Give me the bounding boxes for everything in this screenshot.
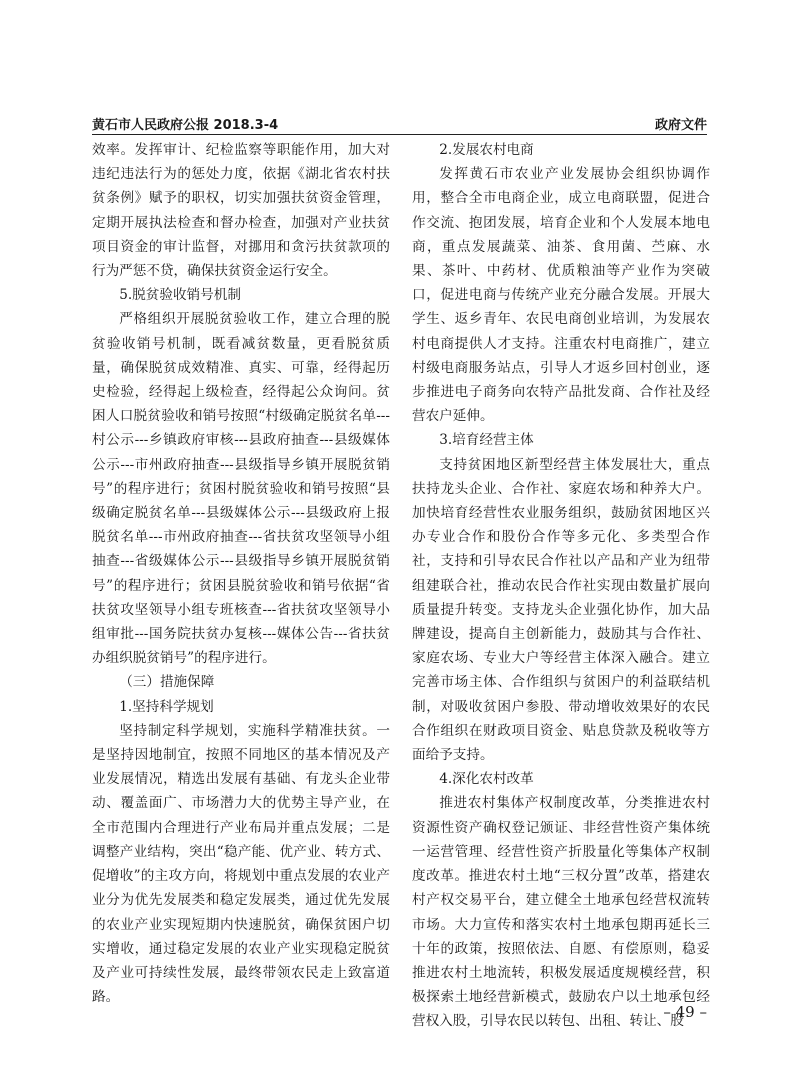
paragraph: 发挥黄石市农业产业发展协会组织协调作用，整合全市电商企业，成立电商联盟，促进合作交流、抱团发展，培育企业和个人发展本地电商，重点发展蔬菜、油茶、食用菌、苎麻、水果、茶叶、中药材、优质粮油等产业作为突破口，促进电商与传统产业充分融合发展。开展大学生、返乡青年、农民电商创业培训，为发展农村电商提供人才支持。注重农村电商推广，建立村级电商服务站点，引导人才返乡回村创业，逐步推进电子商务向农特产品批发商、合作社及经营农户延伸。 bbox=[412, 166, 710, 425]
paragraph: 效率。发挥审计、纪检监察等职能作用，加大对违纪违法行为的惩处力度，依据《湖北省农村扶贫条例》赋予的职权，切实加强扶贫资金管理，定期开展执法检查和督办检查，加强对产业扶贫项目资金的审计监督，对挪用和贪污扶贫款项的行为严惩不贷，确保扶贫资金运行安全。 bbox=[92, 142, 390, 280]
section-title: 政府文件 bbox=[654, 118, 707, 133]
section-heading: （三）措施保障 bbox=[119, 674, 215, 691]
section-heading: 5.脱贫验收销号机制 bbox=[119, 287, 241, 304]
paragraph: 推进农村集体产权制度改革，分类推进农村资源性资产确权登记颁证、非经营性资产集体统一运营管理、经营性资产折股量化等集体产权制度改革。推进农村土地“三权分置”改革，搭建农村产权交易平台，建立健全土地承包经营权流转市场。大力宣传和落实农村土地承包期再延长三十年的政策，按照依法、自愿、有偿原则，稳妥推进农村土地流转，积极发展适度规模经营，积极探索土地经营新模式，鼓励农户以土地承包经营权入股，引导农民以转包、出租、转让、股 bbox=[412, 795, 710, 1030]
publication-title: 黄石市人民政府公报 2018.3-4 bbox=[92, 118, 279, 133]
paragraph: 支持贫困地区新型经营主体发展壮大，重点扶持龙头企业、合作社、家庭农场和种养大户。加快培育经营性农业服务组织，鼓励贫困地区兴办专业合作和股份合作等多元化、多类型合作社，支持和引导农民合作社以产品和产业为纽带组建联合社，推动农民合作社实现由数量扩展向质量提升转变。支持龙头企业强化协作，加大品牌建设，提高自主创新能力，鼓励其与合作社、家庭农场、专业大户等经营主体深入融合。建立完善市场主体、合作组织与贫困户的利益联结机制，对吸收贫困户参股、带动增收效果好的农民合作组织在财政项目资金、贴息贷款及税收等方面给予支持。 bbox=[412, 456, 710, 764]
page-header bbox=[92, 112, 707, 135]
paragraph: 坚持制定科学规划，实施科学精准扶贫。一是坚持因地制宜，按照不同地区的基本情况及产业发展情况，精选出发展有基础、有龙头企业带动、覆盖面广、市场潜力大的优势主导产业，在全市范围内合理进行产业布局并重点发展；二是调整产业结构，突出“稳产能、优产业、转方式、促增收”的主攻方向，将规划中重点发展的农业产业分为优先发展类和稳定发展类，通过优先发展的农业产业实现短期内快速脱贫，确保贫困户切实增收，通过稳定发展的农业产业实现稳定脱贫及产业可持续性发展，最终带领农民走上致富道路。 bbox=[92, 722, 390, 1006]
left-column bbox=[92, 138, 390, 1009]
section-heading: 3.培育经营主体 bbox=[439, 432, 534, 449]
section-heading: 2.发展农村电商 bbox=[439, 142, 534, 158]
section-heading: 1.坚持科学规划 bbox=[119, 698, 214, 715]
page-number: – 49 – bbox=[663, 1003, 707, 1021]
right-column bbox=[412, 138, 710, 1034]
section-heading: 4.深化农村改革 bbox=[439, 771, 534, 788]
paragraph: 严格组织开展脱贫验收工作，建立合理的脱贫验收销号机制，既看减贫数量，更看脱贫质量，确保脱贫成效精准、真实、可靠，经得起历史检验，经得起上级检查，经得起公众询问。贫困人口脱贫验收和销号按照“村级确定脱贫名单---村公示---乡镇政府审核---县政府抽查---县级媒体公示---市州政府抽查---县级指导乡镇开展脱贫销号”的程序进行；贫困村脱贫验收和销号按照“县级确定脱贫名单---县级媒体公示---县级政府上报脱贫名单---市州政府抽查---省扶贫攻坚领导小组抽查---省级媒体公示---县级指导乡镇开展脱贫销号”的程序进行；贫困县脱贫验收和销号依据“省扶贫攻坚领导小组专班核查---省扶贫攻坚领导小组审批---国务院扶贫办复核---媒体公告---省扶贫办组织脱贫销号”的程序进行。 bbox=[92, 311, 390, 667]
